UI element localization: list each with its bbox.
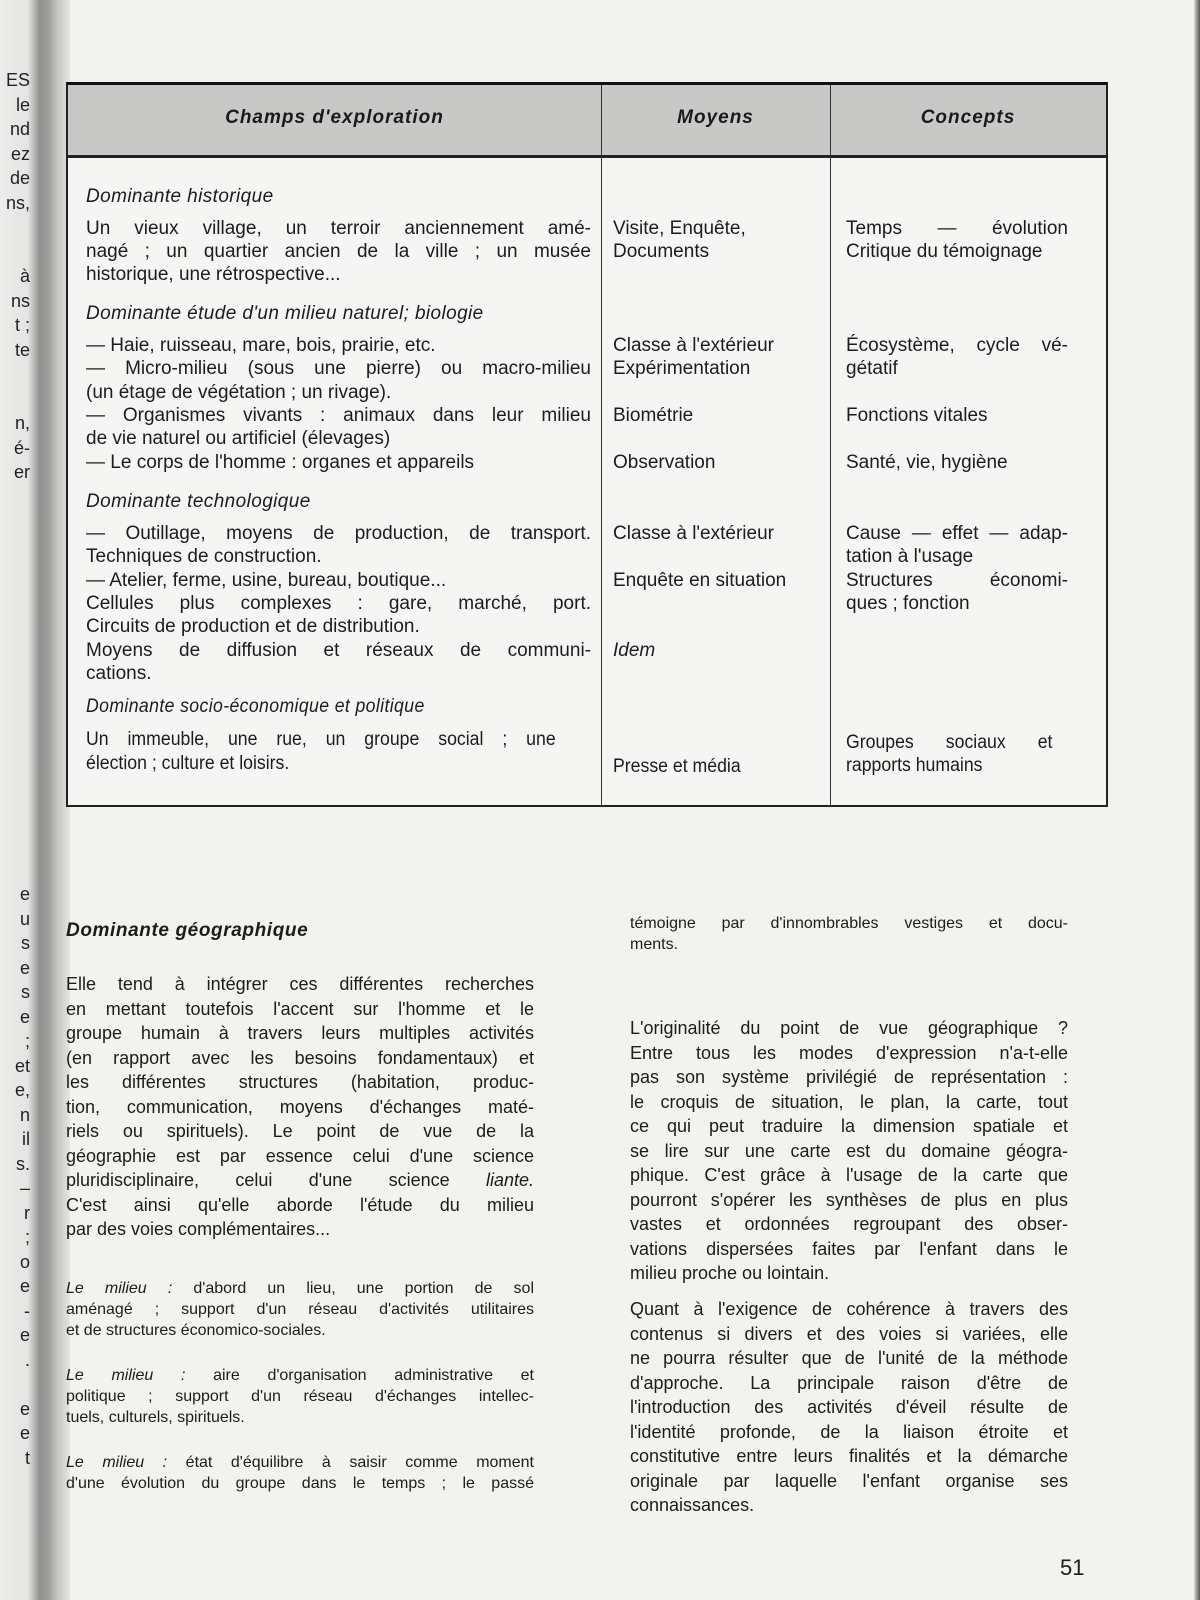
moyen-line: Idem <box>613 640 656 661</box>
moyen-line: Observation <box>613 452 716 473</box>
gutter-fragment: r <box>24 1202 30 1223</box>
concept-line: Cause — effet — adap- <box>846 523 1068 544</box>
text-segment: tuels, culturels, spirituels. <box>66 1409 245 1426</box>
page-edge-shadow <box>1194 0 1200 1600</box>
exploration-table <box>66 82 1108 807</box>
text-segment: d'abord un lieu, une portion de sol <box>193 1280 535 1297</box>
text-line <box>66 1320 534 1341</box>
moyen-line: Visite, Enquête, <box>613 218 746 239</box>
text-segment: Elle tend à intégrer ces différentes recherches <box>66 974 534 994</box>
gutter-fragment: é- <box>13 437 30 458</box>
text-line <box>66 1070 534 1095</box>
milieu-definition <box>66 1365 534 1428</box>
text-line <box>66 1473 534 1494</box>
gutter-fragment: t ; <box>14 315 30 335</box>
gutter-fragment: s <box>21 933 30 953</box>
text-segment: les différentes structures (habitation, produc- <box>66 1072 534 1092</box>
gutter-fragment: ez <box>10 143 30 164</box>
section-heading-geographique: Dominante géographique <box>66 920 309 941</box>
gutter-fragment: ns <box>10 290 30 311</box>
text-line: pourront s'opérer les synthèses de plus en plus <box>630 1189 1068 1210</box>
gutter-fragment: t <box>24 1447 30 1468</box>
champ-line: Un immeuble, une rue, un groupe social ; une <box>86 729 556 750</box>
text-line: Entre tous les modes d'expression n'a-t-elle <box>630 1042 1068 1063</box>
concept-line: gétatif <box>846 358 898 379</box>
text-line: le croquis de situation, le plan, la carte, tout <box>630 1091 1068 1112</box>
gutter-fragment: à <box>19 266 30 286</box>
text-line <box>66 1193 534 1218</box>
gutter-fragment: – <box>19 1178 30 1198</box>
text-segment: riels ou spirituels). Le point de vue de la <box>66 1121 534 1141</box>
text-line <box>66 1365 534 1386</box>
concept-line: Critique du témoignage <box>846 241 1043 262</box>
paragraph-geographie-intro <box>66 972 534 1242</box>
milieu-label: Le milieu : <box>66 1280 173 1297</box>
champ-line: — Organismes vivants : animaux dans leur milieu <box>86 405 591 426</box>
concept-line: Santé, vie, hygiène <box>846 452 1008 473</box>
champ-line: — Le corps de l'homme : organes et appareils <box>86 452 475 473</box>
gutter-fragment: ; <box>24 1031 30 1051</box>
milieu-definitions <box>66 1278 534 1518</box>
moyen-line: Presse et média <box>613 756 741 777</box>
text-line: témoigne par d'innombrables vestiges et docu- <box>630 915 1068 932</box>
champ-line: nagé ; un quartier ancien de la ville ; un musée <box>86 241 591 262</box>
concept-line: Structures économi- <box>846 570 1068 591</box>
champ-line: cations. <box>86 663 152 684</box>
text-line: d'approche. La principale raison d'être de <box>630 1372 1068 1393</box>
text-line <box>66 1407 534 1428</box>
text-segment: (en rapport avec les besoins fondamentaux) et <box>66 1047 534 1068</box>
champ-line: historique, une rétrospective... <box>86 264 341 285</box>
gutter-fragment: er <box>13 462 30 482</box>
text-line: ne pourra résulter que de l'unité de la méthode <box>630 1348 1068 1368</box>
gutter-fragment: de <box>9 168 30 188</box>
text-segment: en mettant toutefois l'accent sur l'homme et le <box>66 998 534 1019</box>
moyen-line: Biométrie <box>613 405 694 426</box>
paragraph-originalite <box>630 1016 1068 1286</box>
section-title: Dominante socio-économique et politique <box>86 696 425 717</box>
gutter-fragment: e <box>19 1006 30 1027</box>
text-line: contenus si divers et des voies si variées, elle <box>630 1323 1068 1344</box>
text-segment: groupe humain à travers leurs multiples activités <box>66 1023 534 1043</box>
gutter-fragment: nd <box>9 119 30 139</box>
gutter-fragment: s. <box>15 1153 30 1174</box>
concept-line: Groupes sociaux et <box>846 732 1053 753</box>
champ-line: Cellules plus complexes : gare, marché, port. <box>86 593 591 614</box>
text-segment: géographie est par essence celui d'une science <box>66 1145 534 1166</box>
text-line: L'originalité du point de vue géographique ? <box>630 1018 1068 1038</box>
text-line <box>66 972 534 997</box>
text-segment: par des voies complémentaires... <box>66 1219 331 1239</box>
gutter-fragment: e <box>19 1423 30 1443</box>
milieu-definition <box>66 1452 534 1494</box>
champ-line: (un étage de végétation ; un rivage). <box>86 382 392 403</box>
text-line <box>66 1021 534 1046</box>
milieu-label: Le milieu : <box>66 1454 168 1471</box>
gutter-fragment: ES <box>5 70 30 90</box>
column-divider <box>830 85 831 805</box>
gutter-fragment: et <box>14 1055 30 1076</box>
text-segment: d'une évolution du groupe dans le temps ; le passé <box>66 1475 534 1492</box>
gutter-fragment: e <box>19 957 30 978</box>
section-title: Dominante technologique <box>86 491 311 512</box>
champ-line: Un vieux village, un terroir anciennement amé- <box>86 218 591 239</box>
moyen-line: Expérimentation <box>613 358 751 379</box>
text-line: vations dispersées faites par l'enfant dans le <box>630 1238 1068 1259</box>
gutter-fragment: il <box>22 1129 30 1149</box>
gutter-fragment: le <box>15 94 30 115</box>
champ-line: — Outillage, moyens de production, de transport. <box>86 523 591 544</box>
gutter-fragment: - <box>24 1300 30 1321</box>
gutter-fragment: n, <box>14 413 30 433</box>
moyen-line: Documents <box>613 241 710 262</box>
concept-line: Fonctions vitales <box>846 405 988 426</box>
moyen-line: Enquête en situation <box>613 570 787 591</box>
text-line <box>66 1278 534 1299</box>
text-segment: politique ; support d'un réseau d'échanges intellec- <box>66 1388 534 1405</box>
page-number: 51 <box>1060 1555 1085 1580</box>
gutter-fragment: e <box>19 1276 30 1296</box>
champ-line: — Micro-milieu (sous une pierre) ou macro-milieu <box>86 358 591 379</box>
champ-line: élection ; culture et loisirs. <box>86 753 290 774</box>
milieu-label: Le milieu : <box>66 1367 186 1384</box>
text-line: vastes et ordonnées regroupant des obser- <box>630 1214 1068 1234</box>
paragraph-coherence <box>630 1297 1068 1518</box>
text-line <box>66 1299 534 1320</box>
text-line: ments. <box>630 936 679 953</box>
text-segment: état d'équilibre à saisir comme moment <box>185 1454 534 1471</box>
champ-line: de vie naturel ou artificiel (élevages) <box>86 428 391 449</box>
gutter-fragment: . <box>24 1349 30 1370</box>
gutter-fragment: o <box>19 1251 30 1272</box>
text-line: l'identité profonde, de la liaison étroite et <box>630 1421 1068 1442</box>
text-segment: et de structures économico-sociales. <box>66 1322 326 1339</box>
column-divider <box>601 85 602 805</box>
text-line: l'introduction des activités d'éveil résulte de <box>630 1397 1068 1417</box>
text-line <box>66 1095 534 1120</box>
section-title: Dominante étude d'un milieu naturel; biologie <box>86 303 484 324</box>
text-line <box>66 1217 534 1242</box>
text-line <box>66 1144 534 1169</box>
text-segment: pluridisciplinaire, celui d'une science <box>66 1170 486 1190</box>
champ-line: Techniques de construction. <box>86 546 322 567</box>
text-line: originale par laquelle l'enfant organise ses <box>630 1470 1068 1491</box>
text-segment: C'est ainsi qu'elle aborde l'étude du milieu <box>66 1194 534 1215</box>
champ-line: Circuits de production et de distribution. <box>86 616 420 637</box>
champ-line: Moyens de diffusion et réseaux de communi- <box>86 640 591 661</box>
concept-line: ques ; fonction <box>846 593 970 614</box>
text-line: se lire sur une carte est du domaine géogra- <box>630 1140 1068 1161</box>
text-line: ce qui peut traduire la dimension spatiale et <box>630 1116 1068 1136</box>
concept-line: Écosystème, cycle vé- <box>846 335 1068 356</box>
text-line: phique. C'est grâce à l'usage de la carte que <box>630 1165 1068 1185</box>
emphasis-liante: liante. <box>485 1170 534 1190</box>
milieu-definition <box>66 1278 534 1341</box>
text-line <box>66 1168 534 1193</box>
text-line <box>66 997 534 1022</box>
concept-line: rapports humains <box>846 755 983 776</box>
gutter-fragment: te <box>14 339 30 360</box>
header-moyens: Moyens <box>677 107 754 128</box>
text-line: pas son système privilégié de représentation : <box>630 1067 1068 1087</box>
gutter-fragment: ; <box>24 1227 30 1247</box>
text-line: milieu proche ou lointain. <box>630 1263 830 1283</box>
champ-line: — Atelier, ferme, usine, bureau, boutique... <box>86 570 447 591</box>
concept-line: Temps — évolution <box>846 218 1068 239</box>
gutter-fragment: e <box>19 884 30 904</box>
gutter-fragment: ns, <box>5 192 30 213</box>
gutter-fragment: e <box>19 1398 30 1419</box>
text-segment: aire d'organisation administrative et <box>213 1367 534 1384</box>
gutter-fragment: n <box>19 1104 30 1125</box>
text-line <box>66 1119 534 1144</box>
header-champs: Champs d'exploration <box>225 107 444 128</box>
text-line: connaissances. <box>630 1495 755 1515</box>
gutter-fragment: e <box>19 1325 30 1345</box>
champ-line: — Haie, ruisseau, mare, bois, prairie, etc. <box>86 335 436 356</box>
text-line: constitutive entre leurs finalités et la démarche <box>630 1446 1068 1466</box>
text-line <box>66 1046 534 1071</box>
text-line: Quant à l'exigence de cohérence à travers des <box>630 1299 1068 1319</box>
paragraph-continuation <box>630 913 1068 955</box>
header-concepts: Concepts <box>920 107 1016 128</box>
text-line <box>66 1452 534 1473</box>
concept-line: tation à l'usage <box>846 546 974 567</box>
gutter-fragment: s <box>21 982 30 1002</box>
gutter-fragment: u <box>19 908 30 929</box>
moyen-line: Classe à l'extérieur <box>613 523 774 544</box>
section-title: Dominante historique <box>86 186 274 207</box>
moyen-line: Classe à l'extérieur <box>613 335 774 356</box>
text-segment: tion, communication, moyens d'échanges maté- <box>66 1096 534 1117</box>
text-segment: aménagé ; support d'un réseau d'activités utilitaires <box>66 1301 534 1318</box>
text-line <box>66 1386 534 1407</box>
table-header <box>68 85 1106 158</box>
gutter-fragment: e, <box>14 1080 30 1100</box>
